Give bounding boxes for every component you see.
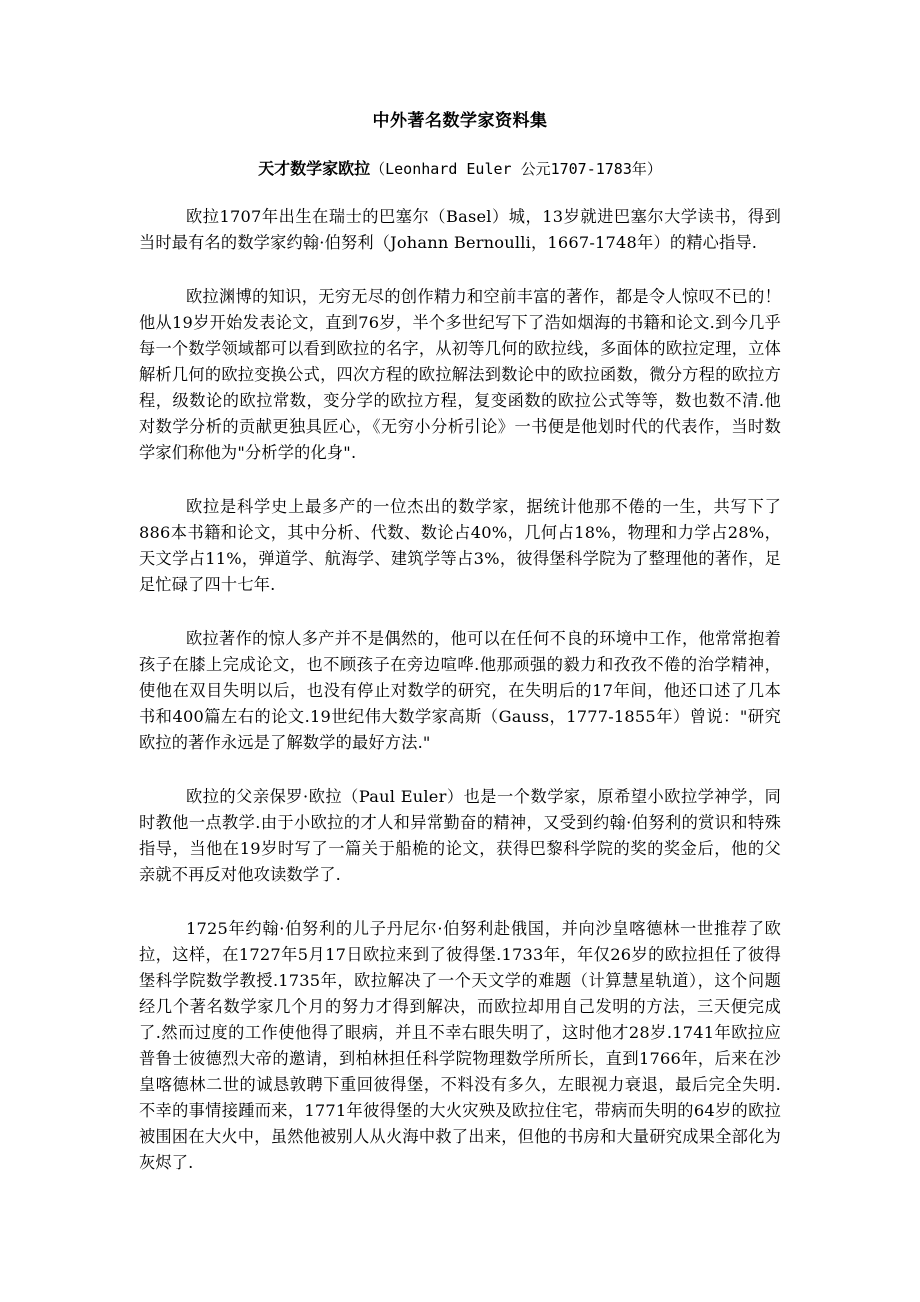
paragraph: 欧拉著作的惊人多产并不是偶然的，他可以在任何不良的环境中工作，他常常抱着孩子在膝上完成论文，也不顾孩子在旁边喧哗.他那顽强的毅力和孜孜不倦的治学精神，使他在双目失明以后，也没有停止对数学的研究，在失明后的17年间，他还口述了几本书和400篇左右的论文.19世纪伟大数学家高斯（Gauss，1777-1855年）曾说："研究欧拉的著作永远是了解数学的最好方法." — [139, 629, 781, 752]
section-subtitle — [139, 156, 781, 182]
paragraph: 欧拉的父亲保罗·欧拉（Paul Euler）也是一个数学家，原希望小欧拉学神学，同时教他一点教学.由于小欧拉的才人和异常勤奋的精神，又受到约翰·伯努利的赏识和特殊指导，当他在19岁时写了一篇关于船桅的论文，获得巴黎科学院的奖的奖金后，他的父亲就不再反对他攻读数学了. — [139, 787, 781, 884]
paragraph: 1725年约翰·伯努利的儿子丹尼尔·伯努利赴俄国，并向沙皇喀德林一世推荐了欧拉，这样，在1727年5月17日欧拉来到了彼得堡.1733年，年仅26岁的欧拉担任了彼得堡科学院数学教授.1735年，欧拉解决了一个天文学的难题（计算慧星轨道），这个问题经几个著名数学家几个月的努力才得到解决，而欧拉却用自己发明的方法，三天便完成了.然而过度的工作使他得了眼病，并且不幸右眼失明了，这时他才28岁.1741年欧拉应普鲁士彼德烈大帝的邀请，到柏林担任科学院物理数学所所长，直到1766年，后来在沙皇喀德林二世的诚恳敦聘下重回彼得堡，不料没有多久，左眼视力衰退，最后完全失明.不幸的事情接踵而来，1771年彼得堡的大火灾殃及欧拉住宅，带病而失明的64岁的欧拉被围困在大火中，虽然他被别人从火海中救了出来，但他的书房和大量研究成果全部化为灰烬了. — [139, 919, 781, 1172]
subtitle-dates: （Leonhard Euler 公元1707-1783年） — [370, 160, 662, 178]
subtitle-name: 天才数学家欧拉 — [258, 159, 371, 178]
document-page — [139, 108, 781, 1204]
document-title: 中外著名数学家资料集 — [372, 111, 548, 131]
paragraph: 欧拉1707年出生在瑞士的巴塞尔（Basel）城，13岁就进巴塞尔大学读书，得到当时最有名的数学家约翰·伯努利（Johann Bernoulli，1667-1748年）的精心指导. — [139, 207, 781, 252]
paragraph: 欧拉渊博的知识，无穷无尽的创作精力和空前丰富的著作，都是令人惊叹不已的！他从19岁开始发表论文，直到76岁，半个多世纪写下了浩如烟海的书籍和论文.到今几乎每一个数学领域都可以看到欧拉的名字，从初等几何的欧拉线，多面体的欧拉定理，立体解析几何的欧拉变换公式，四次方程的欧拉解法到数论中的欧拉函数，微分方程的欧拉方程，级数论的欧拉常数，变分学的欧拉方程，复变函数的欧拉公式等等，数也数不清.他对数学分析的贡献更独具匠心，《无穷小分析引论》一书便是他划时代的代表作，当时数学家们称他为"分析学的化身". — [139, 287, 781, 462]
paragraph: 欧拉是科学史上最多产的一位杰出的数学家，据统计他那不倦的一生，共写下了886本书籍和论文，其中分析、代数、数论占40%，几何占18%，物理和力学占28%，天文学占11%，弹道学、航海学、建筑学等占3%，彼得堡科学院为了整理他的著作，足足忙碌了四十七年. — [139, 497, 781, 594]
